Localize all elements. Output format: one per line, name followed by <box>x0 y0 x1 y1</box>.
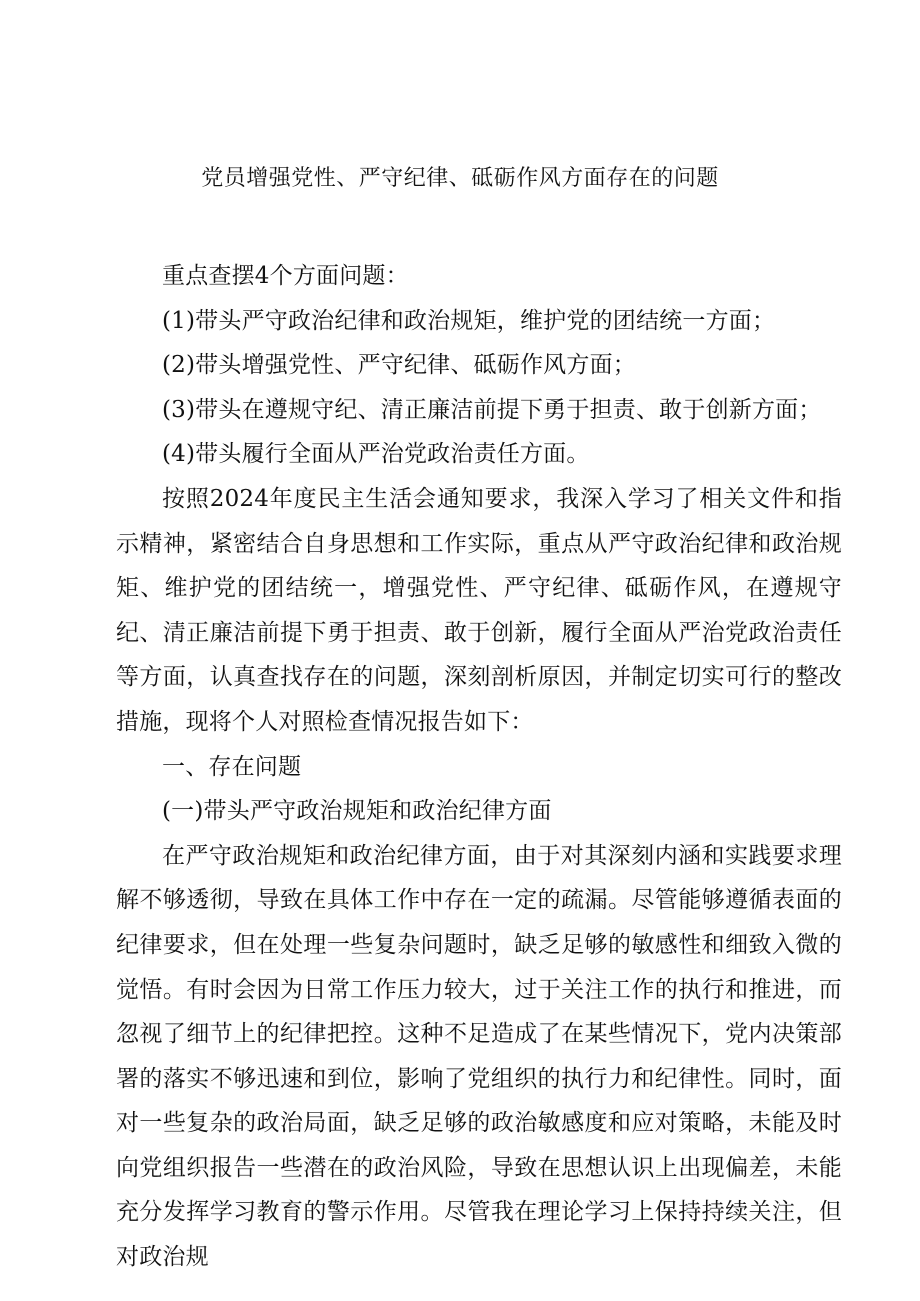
document-title: 党员增强党性、严守纪律、砥砺作风方面存在的问题 <box>201 166 719 191</box>
list-item-4: (4)带头履行全面从严治党政治责任方面。 <box>162 441 590 468</box>
list-item-3: (3)带头在遵规守纪、清正廉洁前提下勇于担责、敢于创新方面； <box>162 396 822 423</box>
section-heading: 一、存在问题 <box>162 753 302 780</box>
intro-line: 重点查摆4个方面问题： <box>162 263 409 289</box>
document-body <box>116 254 842 1280</box>
subsection-heading: (一)带头严守政治规矩和政治纪律方面 <box>162 798 552 825</box>
issue-paragraph: 在严守政治规矩和政治纪律方面，由于对其深刻内涵和实践要求理解不够透彻，导致在具体工作中存在一定的疏漏。尽管能够遵循表面的纪律要求，但在处理一些复杂问题时，缺乏足够的敏感性和细致入微的觉悟。有时会因为日常工作压力较大，过于关注工作的执行和推进，而忽视了细节上的纪律把控。这种不足造成了在某些情况下，党内决策部署的落实不够迅速和到位，影响了党组织的执行力和纪律性。同时，面对一些复杂的政治局面，缺乏足够的政治敏感度和应对策略，未能及时向党组织报告一些潜在的政治风险，导致在思想认识上出现偏差，未能充分发挥学习教育的警示作用。尽管我在理论学习上保持持续关注，但对政治规 <box>116 842 842 1271</box>
list-item-2: (2)带头增强党性、严守纪律、砥砺作风方面； <box>162 352 636 379</box>
report-intro-paragraph: 按照2024年度民主生活会通知要求，我深入学习了相关文件和指示精神，紧密结合自身思想和工作实际，重点从严守政治纪律和政治规矩、维护党的团结统一，增强党性、严守纪律、砥砺作风，在遵规守纪、清正廉洁前提下勇于担责、敢于创新，履行全面从严治党政治责任等方面，认真查找存在的问题，深刻剖析原因，并制定切实可行的整改措施，现将个人对照检查情况报告如下： <box>116 485 842 735</box>
list-item-1: (1)带头严守政治纪律和政治规矩，维护党的团结统一方面； <box>162 307 776 334</box>
